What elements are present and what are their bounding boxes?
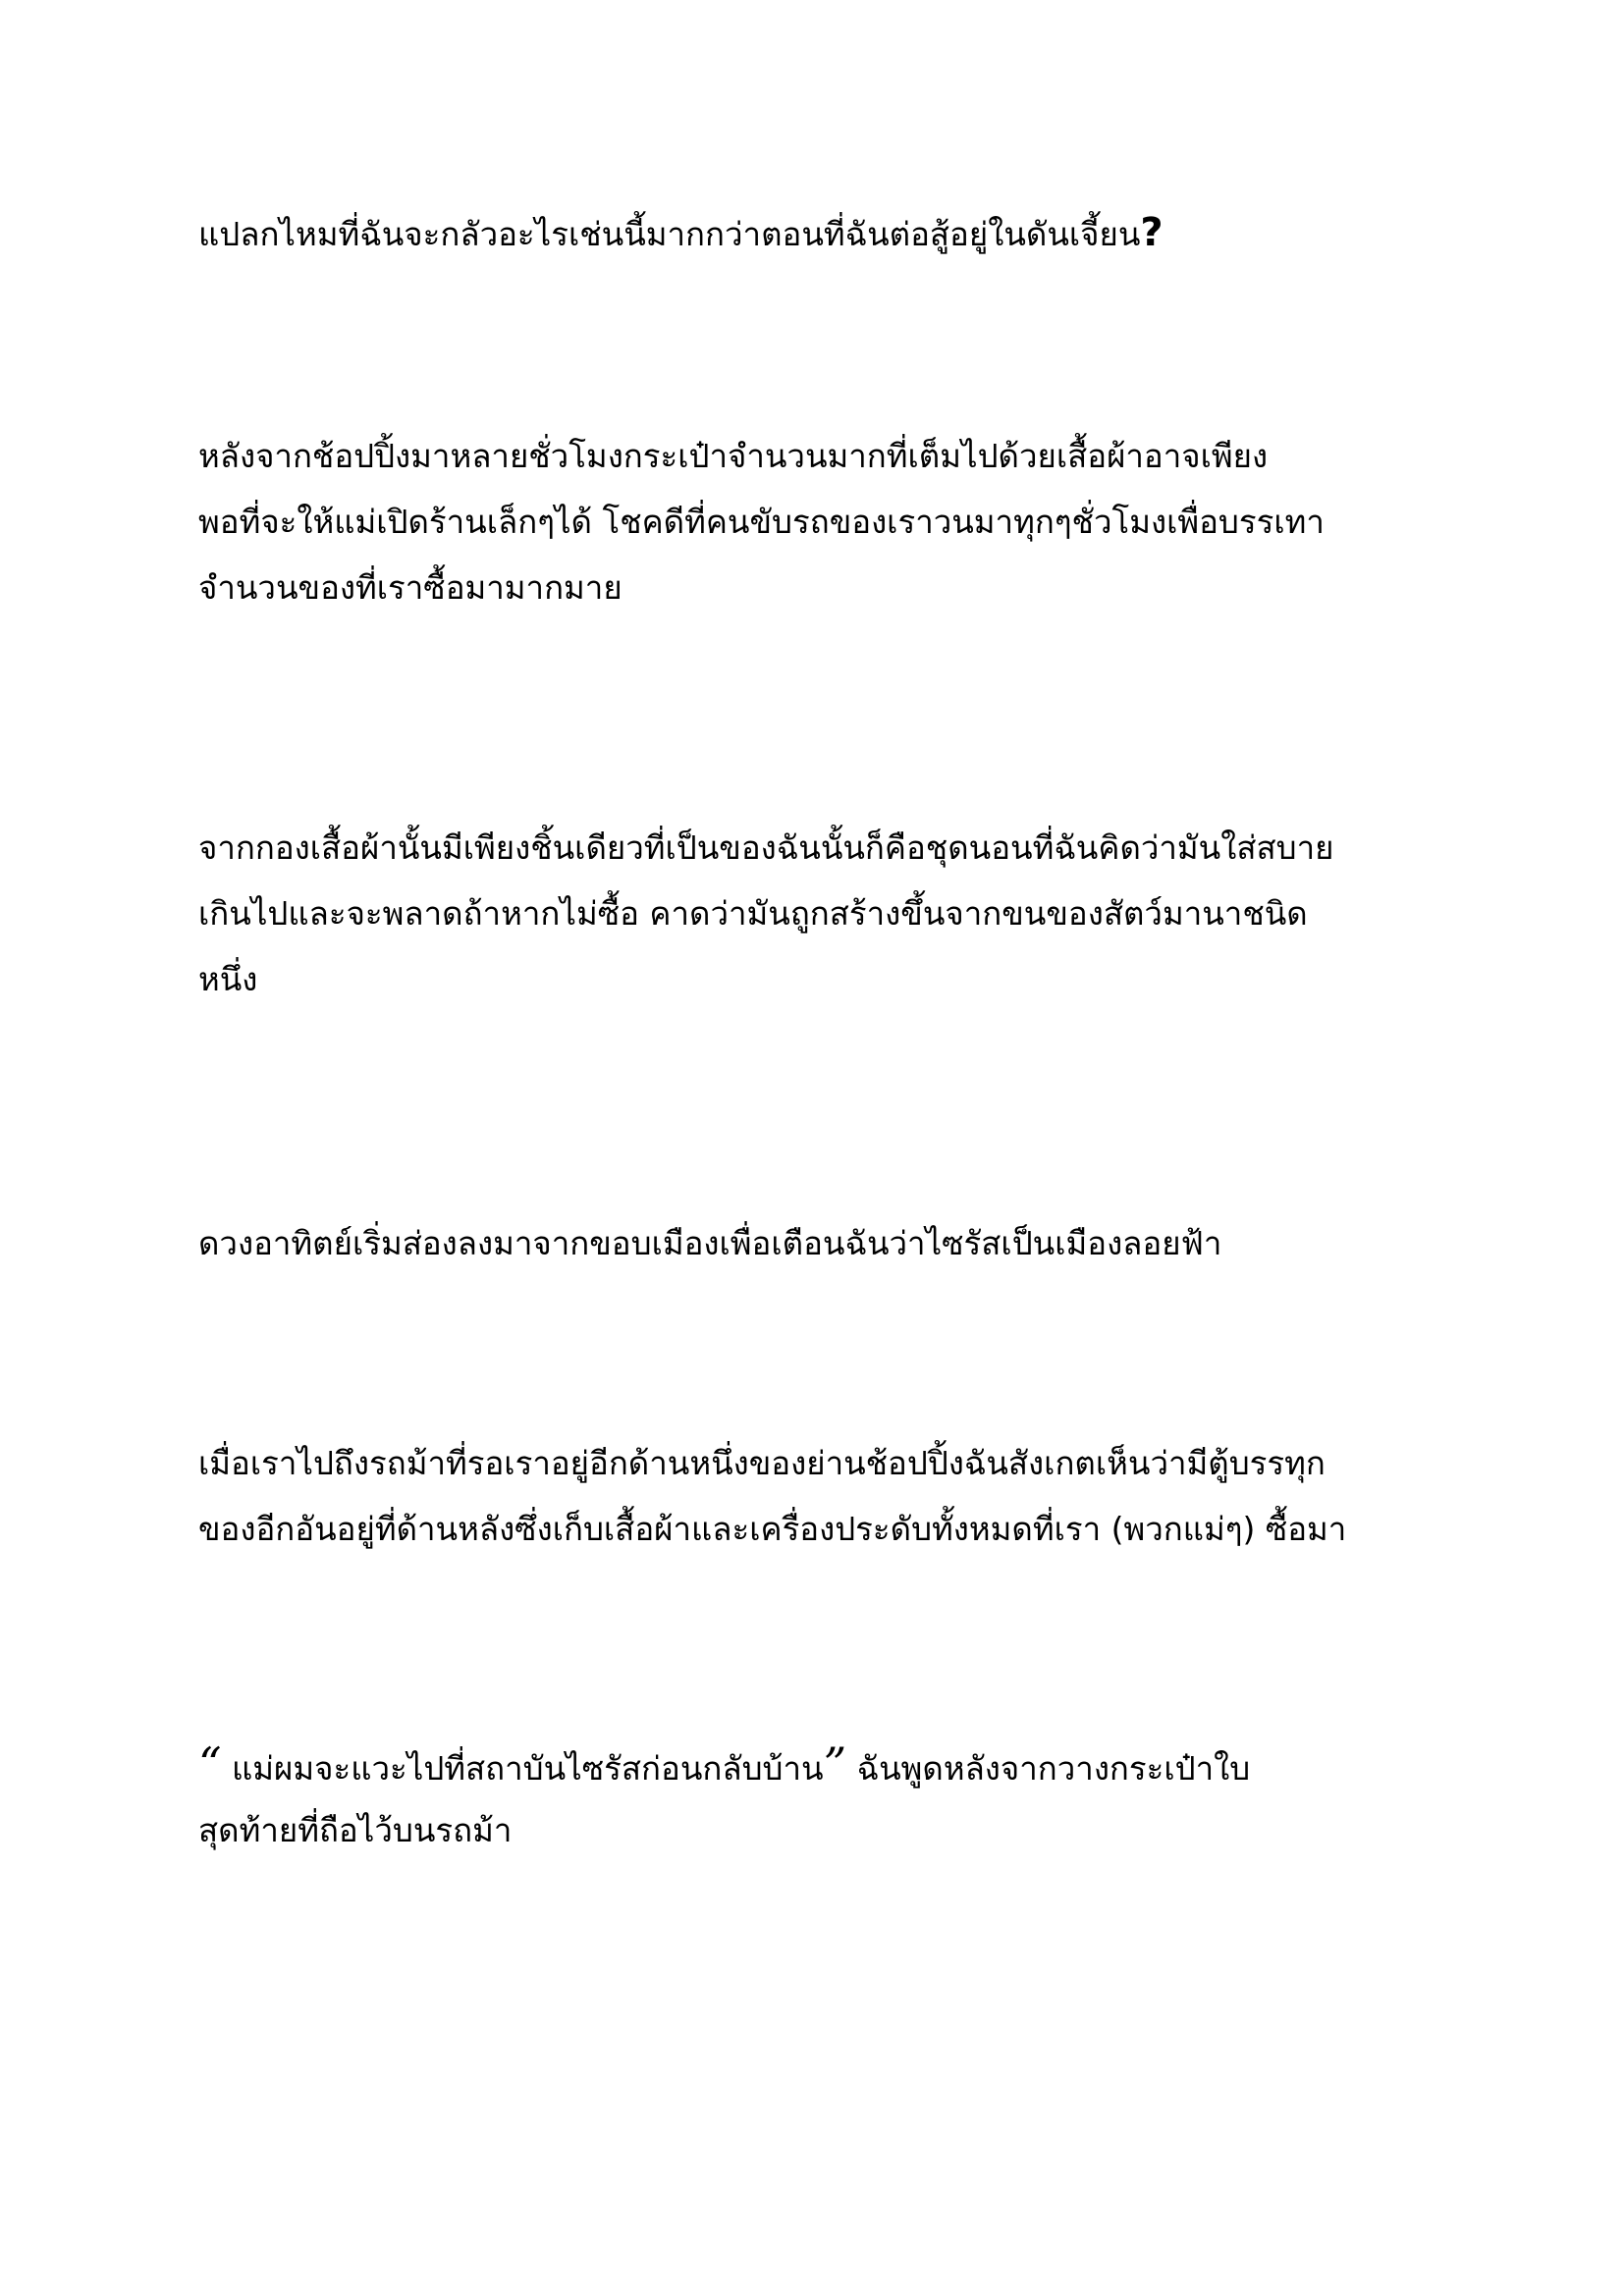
narration-after-quote: ฉันพูดหลังจากวางกระเป๋าใบ [846,1749,1251,1788]
paragraph-1 [198,200,1475,266]
open-quote: “ [198,1737,222,1790]
text-line: จากกองเสื้อผ้านั้นมีเพียงชิ้นเดียวที่เป็นของฉันนั้นก็คือชุดนอนที่ฉันคิดว่ามันใส่สบาย [198,828,1334,867]
paragraph-6-dialogue [198,1732,1475,1863]
paragraph-3 [198,815,1475,1012]
paragraph-5 [198,1430,1475,1562]
text-line: เกินไปและจะพลาดถ้าหากไม่ซื้อ คาดว่ามันถูกสร้างขึ้นจากขนของสัตว์มานาชนิด [198,894,1308,933]
text-line: ของอีกอันอยู่ที่ด้านหลังซึ่งเก็บเสื้อผ้าและเครื่องประดับทั้งหมดที่เรา (พวกแม่ๆ) ซื้อมา [198,1510,1347,1548]
paragraph-2 [198,423,1475,620]
text-line: จำนวนของที่เราซื้อมามากมาย [198,568,623,607]
close-quote: ” [823,1737,847,1790]
paragraph-4 [198,1210,1475,1276]
dialogue-line [198,1732,1475,1797]
quoted-speech: แม่ผมจะแวะไปที่สถาบันไซรัสก่อนกลับบ้าน [221,1749,824,1788]
text-line: หลังจากช้อปปิ้งมาหลายชั่วโมงกระเป๋าจำนวนมากที่เต็มไปด้วยเสื้อผ้าอาจเพียง [198,437,1269,475]
text-line: เมื่อเราไปถึงรถม้าที่รอเราอยู่อีกด้านหนึ่งของย่านช้อปปิ้งฉันสังเกตเห็นว่ามีตู้บรรทุก [198,1444,1326,1482]
text-line: หนึ่ง [198,960,258,998]
text-line [198,200,1475,266]
text-line: พอที่จะให้แม่เปิดร้านเล็กๆได้ โชคดีที่คนขับรถของเราวนมาทุกๆชั่วโมงเพื่อบรรเทา [198,503,1325,541]
text-line: ดวงอาทิตย์เริ่มส่องลงมาจากขอบเมืองเพื่อเตือนฉันว่าไซรัสเป็นเมืองลอยฟ้า [198,1224,1222,1262]
text-line: สุดท้ายที่ถือไว้บนรถม้า [198,1811,513,1849]
question-mark: ? [1140,210,1164,255]
line-text: แปลกไหมที่ฉันจะกลัวอะไรเช่นนี้มากกว่าตอนที่ฉันต่อสู้อยู่ในดันเจี้ยน [198,215,1141,253]
